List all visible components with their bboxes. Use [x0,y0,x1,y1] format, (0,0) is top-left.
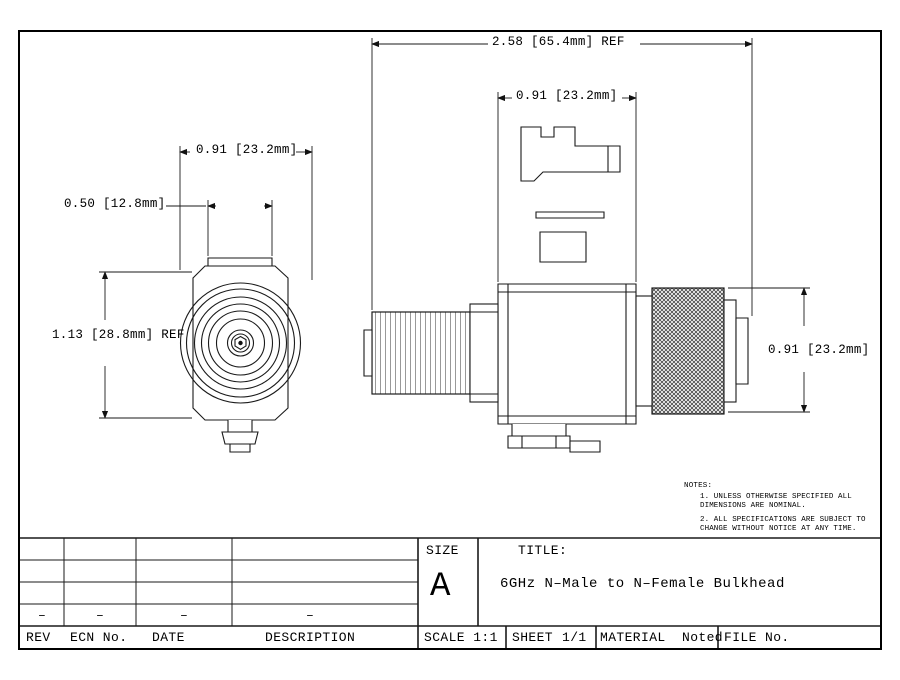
sheet-value: 1/1 [562,630,587,645]
col-header-ecn: ECN No. [70,630,128,645]
file-label: FILE No. [724,630,790,645]
rev-row-description: – [306,608,314,623]
sheet-label: SHEET [512,630,554,645]
notes-heading: NOTES: [684,482,713,490]
scale-value: SCALE 1:1 [424,630,498,645]
side-view-geometry [364,127,748,452]
note-line-3: 2. ALL SPECIFICATIONS ARE SUBJECT TO [700,516,866,524]
dim-front-height: 1.13 [28.8mm] REF [52,328,185,342]
note-line-2: DIMENSIONS ARE NOMINAL. [700,502,806,510]
rev-row-date: – [180,608,188,623]
dim-front-width: 0.91 [23.2mm] [196,143,298,157]
size-label: SIZE [426,543,459,558]
rev-row-rev: – [38,608,46,623]
title-label: TITLE: [518,543,568,558]
note-line-1: 1. UNLESS OTHERWISE SPECIFIED ALL [700,493,852,501]
dim-right-height: 0.91 [23.2mm] [768,343,870,357]
material-label: MATERIAL [600,630,666,645]
dim-top-overall: 2.58 [65.4mm] REF [492,35,625,49]
size-value: A [430,568,451,606]
col-header-rev: REV [26,630,51,645]
col-header-description: DESCRIPTION [265,630,356,645]
material-value: Noted [682,630,724,645]
dim-front-inner: 0.50 [12.8mm] [64,197,166,211]
col-header-date: DATE [152,630,185,645]
title-block-grid [20,538,418,626]
note-line-4: CHANGE WITHOUT NOTICE AT ANY TIME. [700,525,857,533]
front-view-geometry [181,258,301,452]
dim-top-body: 0.91 [23.2mm] [516,89,618,103]
rev-row-ecn: – [96,608,104,623]
title-value: 6GHz N–Male to N–Female Bulkhead [500,576,785,592]
